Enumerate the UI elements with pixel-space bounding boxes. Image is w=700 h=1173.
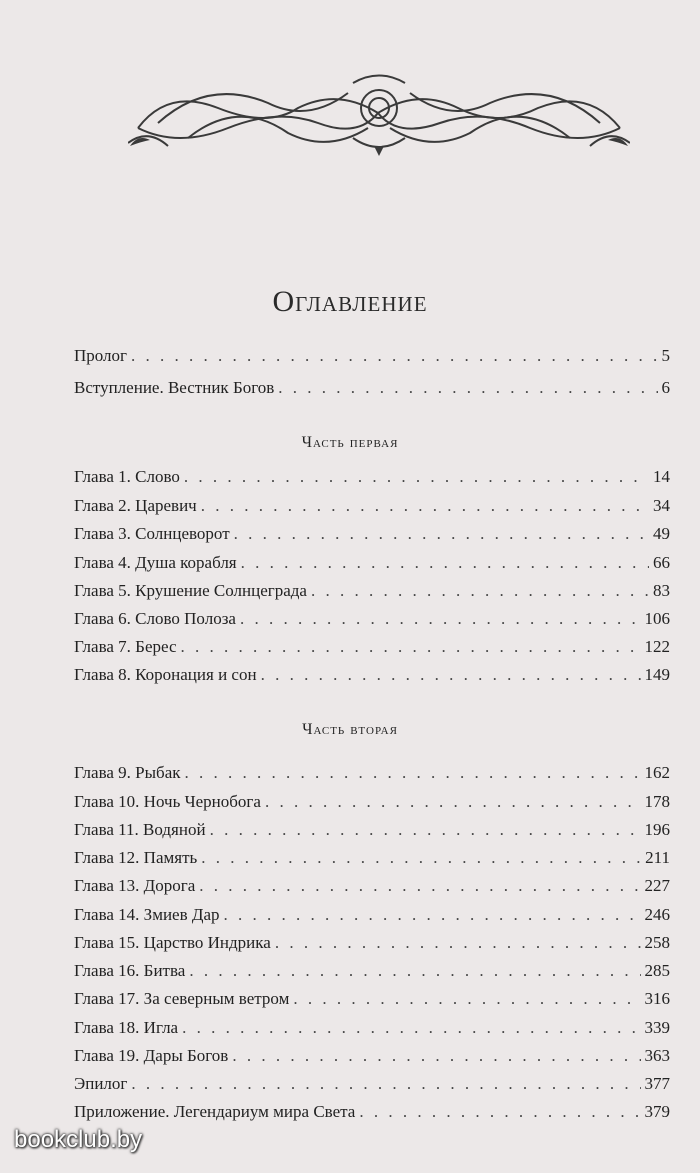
toc-entry-label: Глава 12. Память (74, 848, 198, 867)
toc-entry-page: 149 (644, 665, 670, 684)
toc-entry-label: Приложение. Легендариум мира Света (74, 1102, 356, 1121)
toc-entry (74, 1071, 670, 1097)
toc-entry-label: Глава 4. Душа корабля (74, 553, 237, 572)
toc-leader-dots (261, 662, 641, 688)
toc-entry-label: Глава 10. Ночь Чернобога (74, 792, 261, 811)
toc-leader-dots (185, 760, 641, 786)
toc-leader-dots (184, 464, 649, 490)
toc-entry-page: 178 (644, 792, 670, 811)
toc-entry (74, 464, 670, 490)
toc-entry-page: 363 (644, 1046, 670, 1065)
toc-entry (74, 789, 670, 815)
toc-entry-label: Эпилог (74, 1074, 128, 1093)
toc-leader-dots (265, 789, 641, 815)
toc-entry-page: 14 (653, 467, 670, 486)
toc-leader-dots (131, 343, 657, 369)
toc-entry-page: 211 (645, 848, 670, 867)
toc-leader-dots (234, 521, 649, 547)
toc-entry-label: Глава 7. Берес (74, 637, 177, 656)
toc-leader-dots (210, 817, 641, 843)
toc-entry-page: 122 (644, 637, 670, 656)
toc-entry-page: 5 (661, 346, 670, 365)
toc-entry-page: 227 (644, 876, 670, 895)
toc-leader-dots (232, 1043, 640, 1069)
toc-leader-dots (199, 873, 640, 899)
toc-entry (74, 930, 670, 956)
toc-entry-page: 379 (644, 1102, 670, 1121)
toc-entry (74, 343, 670, 369)
page-title: Оглавление (272, 285, 428, 318)
part-one-heading: Часть первая (301, 434, 399, 451)
toc-entry (74, 1099, 670, 1125)
toc-entry-page: 66 (653, 553, 670, 572)
toc-entry-page: 34 (653, 496, 670, 515)
toc-entry-label: Глава 13. Дорога (74, 876, 196, 895)
toc-entry (74, 1043, 670, 1069)
toc-entry-page: 258 (644, 933, 670, 952)
toc-entry (74, 845, 670, 871)
toc-entry-page: 6 (661, 378, 670, 397)
toc-entry-page: 83 (653, 581, 670, 600)
toc-entry (74, 578, 670, 604)
toc-entry-label: Глава 3. Солнцеворот (74, 524, 230, 543)
toc-entry-label: Глава 16. Битва (74, 961, 186, 980)
toc-entry-label: Вступление. Вестник Богов (74, 378, 275, 397)
toc-leader-dots (311, 578, 649, 604)
toc-entry-label: Пролог (74, 346, 128, 365)
toc-entry (74, 873, 670, 899)
toc-entry (74, 521, 670, 547)
toc-entry (74, 493, 670, 519)
toc-entry-page: 377 (644, 1074, 670, 1093)
toc-leader-dots (181, 634, 641, 660)
watermark: bookclub.by (14, 1126, 143, 1153)
toc-entry (74, 606, 670, 632)
toc-entry-label: Глава 5. Крушение Солнцеграда (74, 581, 307, 600)
toc-entry (74, 986, 670, 1012)
toc-leader-dots (240, 606, 641, 632)
toc-entry-page: 285 (644, 961, 670, 980)
toc-entry (74, 550, 670, 576)
toc-entry (74, 760, 670, 786)
toc-entry-page: 106 (644, 609, 670, 628)
toc-entry (74, 662, 670, 688)
toc-entry (74, 817, 670, 843)
toc-entry-label: Глава 11. Водяной (74, 820, 206, 839)
toc-entry (74, 1015, 670, 1041)
toc-leader-dots (275, 930, 641, 956)
toc-leader-dots (182, 1015, 640, 1041)
toc-leader-dots (224, 902, 641, 928)
toc-entry-page: 49 (653, 524, 670, 543)
toc-entry-label: Глава 18. Игла (74, 1018, 179, 1037)
toc-entry (74, 958, 670, 984)
toc-leader-dots (201, 493, 649, 519)
toc-leader-dots (278, 375, 657, 401)
toc-leader-dots (131, 1071, 640, 1097)
toc-leader-dots (201, 845, 641, 871)
toc-entry-page: 316 (644, 989, 670, 1008)
toc-entry-label: Глава 17. За северным ветром (74, 989, 290, 1008)
toc-entry-label: Глава 19. Дары Богов (74, 1046, 229, 1065)
toc-entry-label: Глава 1. Слово (74, 467, 180, 486)
toc-entry-label: Глава 2. Царевич (74, 496, 197, 515)
toc-entry-page: 162 (644, 763, 670, 782)
part-two-heading: Часть вторая (302, 721, 398, 738)
toc-leader-dots (189, 958, 640, 984)
celtic-knot-ornament-icon (128, 68, 630, 158)
toc-entry (74, 634, 670, 660)
toc-entry (74, 902, 670, 928)
toc-entry-page: 196 (644, 820, 670, 839)
toc-entry-label: Глава 14. Змиев Дар (74, 905, 220, 924)
toc-entry-page: 339 (644, 1018, 670, 1037)
toc-leader-dots (293, 986, 640, 1012)
toc-leader-dots (359, 1099, 640, 1125)
toc-entry-label: Глава 9. Рыбак (74, 763, 181, 782)
toc-leader-dots (241, 550, 649, 576)
toc-entry-label: Глава 15. Царство Индрика (74, 933, 271, 952)
toc-entry-label: Глава 6. Слово Полоза (74, 609, 236, 628)
toc-entry-label: Глава 8. Коронация и сон (74, 665, 257, 684)
toc-entry (74, 375, 670, 401)
toc-entry-page: 246 (644, 905, 670, 924)
